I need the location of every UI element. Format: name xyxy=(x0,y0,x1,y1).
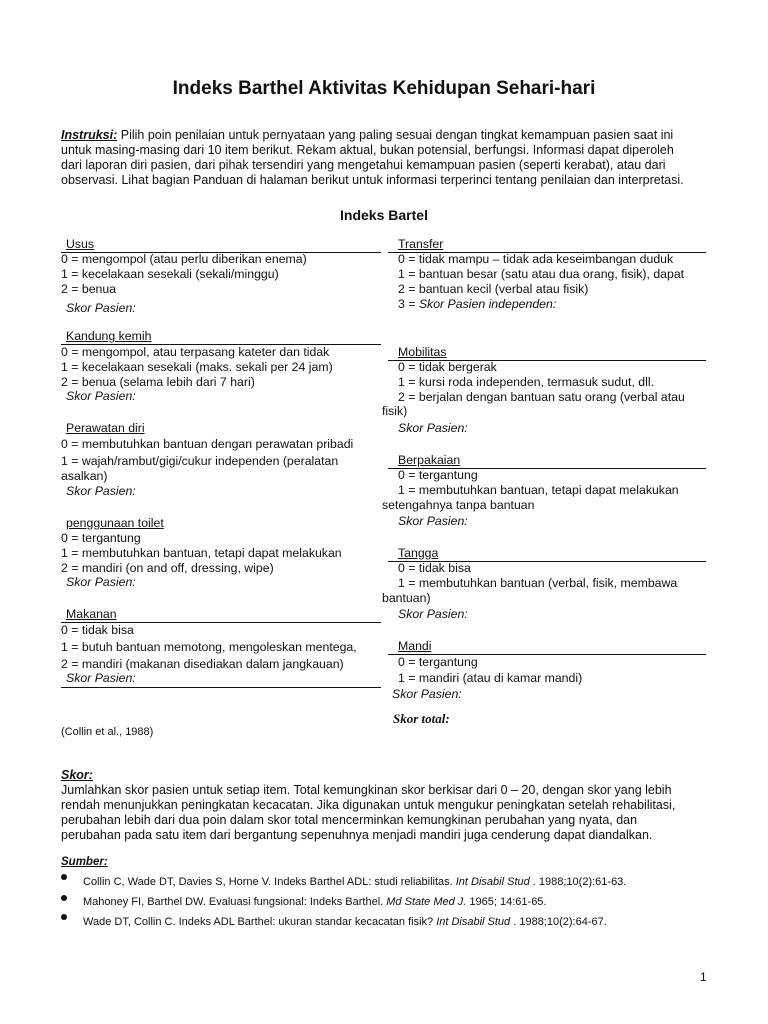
item-option: fisik) xyxy=(382,404,408,418)
item-option: 2 = berjalan dengan bantuan satu orang (verbal atau xyxy=(398,390,685,404)
item-option: 3 = xyxy=(398,297,419,311)
score-label: Skor Pasien: xyxy=(392,687,462,701)
instructions-block xyxy=(61,128,721,188)
item-option: 0 = tidak mampu – tidak ada keseimbangan duduk xyxy=(398,252,674,266)
score-label: Skor Pasien independen: xyxy=(418,297,557,311)
item-option: 1 = kursi roda independen, termasuk sudut, dll. xyxy=(398,375,654,389)
source-item xyxy=(83,916,607,928)
source-text: Wade DT, Collin C. Indeks ADL Barthel: ukuran standar kecacatan fisik? xyxy=(83,916,437,928)
score-label: Skor Pasien: xyxy=(66,389,136,403)
bullet-icon xyxy=(61,895,67,901)
item-toilet-options xyxy=(61,531,381,576)
item-berpakaian-options xyxy=(398,468,718,498)
skor-line: perubahan lebih dari dua poin dalam skor total mencerminkan kemungkinan perubahan yang nyata, dan xyxy=(61,813,638,827)
item-option: 0 = mengompol, atau terpasang kateter dan tidak xyxy=(61,345,330,359)
source-journal: Int Disabil Stud xyxy=(436,916,511,928)
item-option: 0 = mengompol (atau perlu diberikan enema) xyxy=(61,252,307,266)
score-label: Skor Pasien: xyxy=(398,514,468,528)
bullet-icon xyxy=(61,874,67,880)
item-usus-options xyxy=(61,252,381,297)
item-perawatan-diri-options xyxy=(61,437,381,484)
item-option: 1 = mandiri (atau di kamar mandi) xyxy=(398,671,583,685)
item-makanan-options xyxy=(61,623,381,672)
source-text: Mahoney FI, Barthel DW. Evaluasi fungsional: Indeks Barthel. xyxy=(83,896,387,908)
skor-section xyxy=(61,768,721,843)
instructions-line: dari laporan diri pasien, dari pihak tersendiri yang mengetahui kemampuan pasien (seperti kerabat), atau dari xyxy=(61,158,666,172)
source-journal: Int Disabil Stud xyxy=(455,876,530,888)
source-tail: . 1988;10(2):61-63. xyxy=(529,876,627,888)
source-text: Collin C, Wade DT, Davies S, Horne V. Indeks Barthel ADL: studi reliabilitas. xyxy=(83,876,456,888)
item-option: 1 = wajah/rambut/gigi/cukur independen (peralatan xyxy=(61,454,339,468)
item-mobilitas xyxy=(398,345,447,360)
item-option: 0 = tidak bisa xyxy=(398,561,471,575)
instructions-line: observasi. Lihat bagian Panduan di halaman berikut untuk informasi terperinci tentang penilaian dan interpretasi. xyxy=(61,173,684,187)
item-kandung-kemih-options xyxy=(61,345,381,390)
item-option: 0 = tergantung xyxy=(398,655,478,669)
index-title: Indeks Bartel xyxy=(340,207,428,223)
item-option: 1 = membutuhkan bantuan, tetapi dapat melakukan xyxy=(61,546,342,560)
source-tail: . 1988;10(2):64-67. xyxy=(510,916,607,928)
item-header: Mobilitas xyxy=(398,345,447,359)
source-item xyxy=(83,896,546,908)
item-option: 1 = kecelakaan sesekali (maks. sekali per 24 jam) xyxy=(61,360,333,374)
skor-line: Jumlahkan skor pasien untuk setiap item. Total kemungkinan skor berkisar dari 0 – 20, dengan skor yang lebih xyxy=(61,783,672,797)
item-transfer-options xyxy=(398,252,708,312)
item-header: penggunaan toilet xyxy=(66,516,164,530)
item-mandi-options xyxy=(398,655,718,686)
item-header: Perawatan diri xyxy=(66,421,145,435)
item-header: Transfer xyxy=(398,237,444,251)
item-berpakaian xyxy=(398,453,460,468)
item-option: 1 = membutuhkan bantuan (verbal, fisik, membawa xyxy=(398,576,678,590)
page-title: Indeks Barthel Aktivitas Kehidupan Sehari-hari xyxy=(172,78,596,99)
item-toilet xyxy=(66,516,386,531)
item-option: 1 = kecelakaan sesekali (sekali/minggu) xyxy=(61,267,279,281)
divider xyxy=(61,687,381,688)
item-option: 0 = tidak bisa xyxy=(61,623,134,637)
score-label: Skor Pasien: xyxy=(66,484,136,498)
item-header: Makanan xyxy=(66,607,117,621)
item-header: Berpakaian xyxy=(398,453,461,467)
source-tail: 1965; 14:61-65. xyxy=(466,896,547,908)
sources-label: Sumber: xyxy=(61,856,108,868)
instructions-label: Instruksi: xyxy=(61,128,118,142)
item-option: 2 = mandiri (makanan disediakan dalam jangkauan) xyxy=(61,657,344,671)
item-option: 1 = membutuhkan bantuan, tetapi dapat melakukan xyxy=(398,483,679,497)
instructions-line: Pilih poin penilaian untuk pernyataan yang paling sesuai dengan tingkat kemampuan pasien saat ini xyxy=(117,128,674,142)
skor-line: rendah menunjukkan peningkatan kecacatan. Jika digunakan untuk mengukur peningkatan setelah rehabilitasi, xyxy=(61,798,676,812)
item-option: 2 = benua (selama lebih dari 7 hari) xyxy=(61,375,255,389)
source-journal: Md State Med J. xyxy=(386,896,467,908)
citation: (Collin et al., 1988) xyxy=(61,726,154,738)
page-number: 1 xyxy=(700,970,707,984)
item-mandi xyxy=(398,639,432,654)
item-option: 2 = benua xyxy=(61,282,117,296)
item-option: 0 = membutuhkan bantuan dengan perawatan pribadi xyxy=(61,437,354,451)
item-option: bantuan) xyxy=(382,591,431,605)
item-transfer xyxy=(398,237,443,252)
item-option: 0 = tergantung xyxy=(398,468,478,482)
item-option: asalkan) xyxy=(61,469,108,483)
skor-label: Skor: xyxy=(61,768,93,782)
item-option: 1 = butuh bantuan memotong, mengoleskan mentega, xyxy=(61,640,357,654)
item-option: setengahnya tanpa bantuan xyxy=(382,498,535,512)
source-item xyxy=(83,876,626,888)
item-mobilitas-options xyxy=(398,360,718,405)
item-tangga xyxy=(398,546,438,561)
score-label: Skor Pasien: xyxy=(398,421,468,435)
score-label: Skor Pasien: xyxy=(66,671,136,685)
item-header: Kandung kemih xyxy=(66,329,152,343)
item-option: 1 = bantuan besar (satu atau dua orang, fisik), dapat xyxy=(398,267,685,281)
item-perawatan-diri xyxy=(66,421,386,436)
item-tangga-options xyxy=(398,561,718,591)
item-header: Mandi xyxy=(398,639,432,653)
item-header: Usus xyxy=(66,237,95,251)
score-label: Skor Pasien: xyxy=(398,607,468,621)
item-option: 0 = tergantung xyxy=(61,531,141,545)
item-header: Tangga xyxy=(398,546,439,560)
item-usus xyxy=(66,237,386,252)
item-option: 2 = mandiri (on and off, dressing, wipe) xyxy=(61,561,274,575)
item-option: 0 = tidak bergerak xyxy=(398,360,497,374)
total-score-label: Skor total: xyxy=(393,711,450,726)
instructions-line: untuk masing-masing dari 10 item berikut. Rekam aktual, bukan potensial, berfungsi. Informasi dapat diperoleh xyxy=(61,143,674,157)
skor-line: perubahan pada satu item dari bergantung sepenuhnya menjadi mandiri juga cenderung dapat diandalkan. xyxy=(61,828,653,842)
item-makanan xyxy=(66,607,386,622)
item-option: 2 = bantuan kecil (verbal atau fisik) xyxy=(398,282,589,296)
bullet-icon xyxy=(61,914,67,920)
item-kandung-kemih xyxy=(66,329,386,344)
score-label: Skor Pasien: xyxy=(66,575,136,589)
score-label: Skor Pasien: xyxy=(66,301,136,315)
